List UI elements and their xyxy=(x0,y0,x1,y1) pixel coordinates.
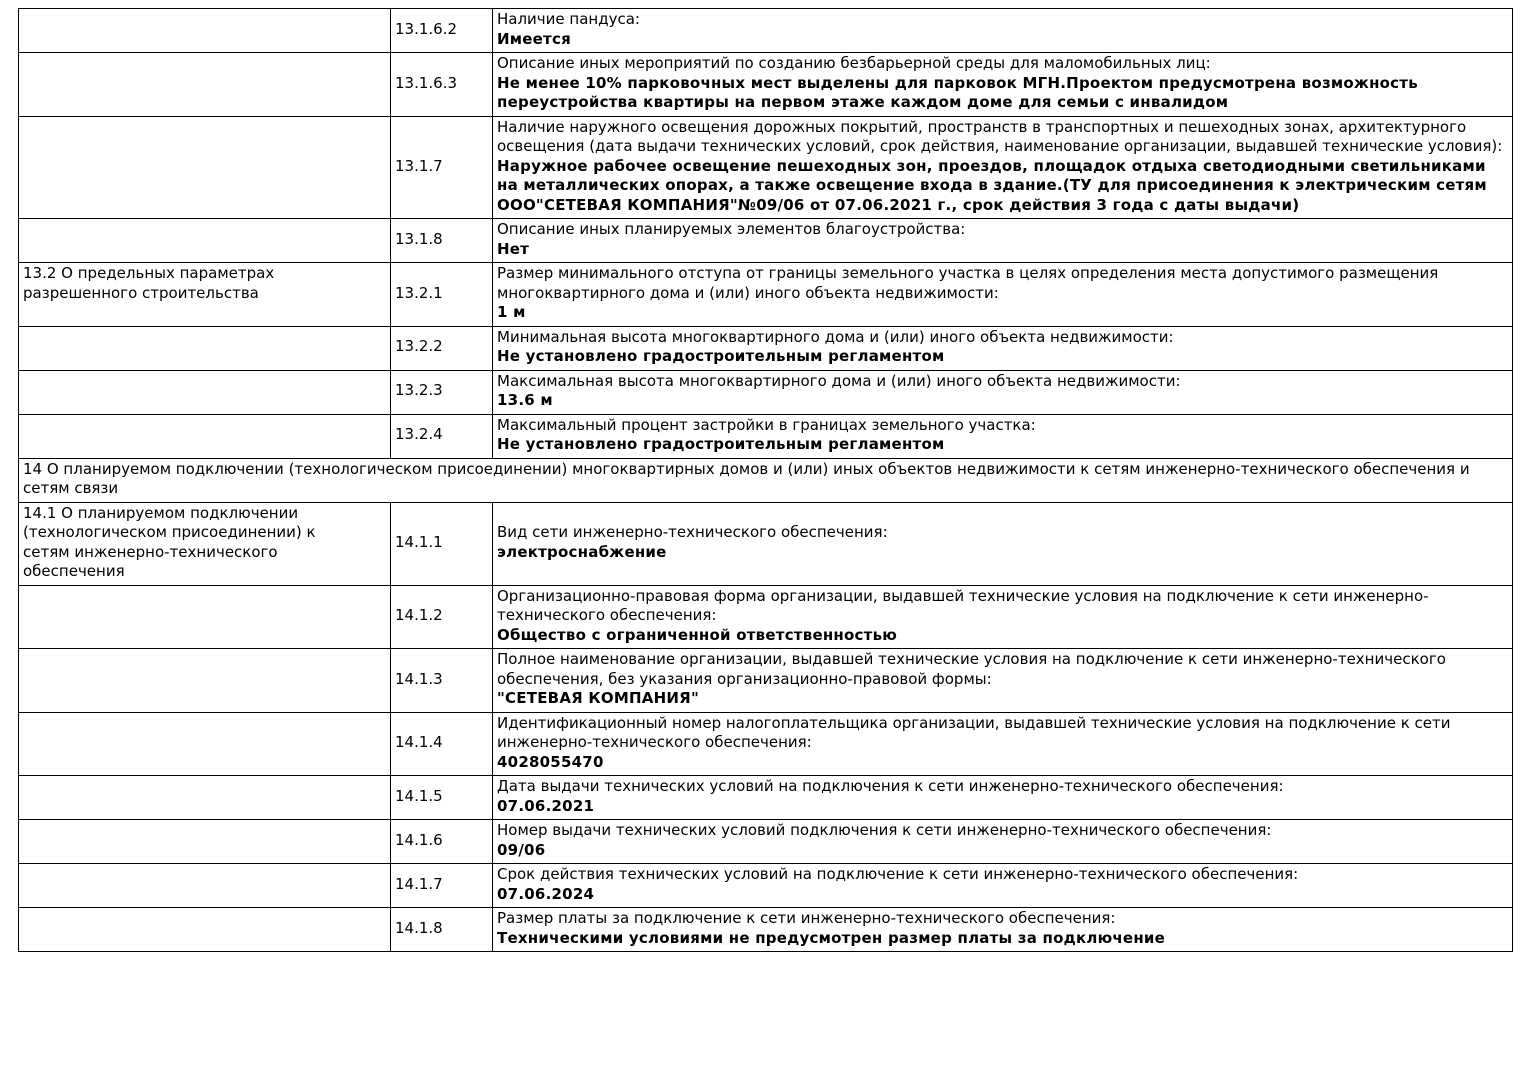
content-cell xyxy=(493,219,1513,263)
content-cell xyxy=(493,649,1513,713)
section-cell xyxy=(19,776,391,820)
content-cell xyxy=(493,9,1513,53)
field-label: Дата выдачи технических условий на подключения к сети инженерно-технического обеспечения: xyxy=(497,777,1284,795)
field-value: 13.6 м xyxy=(497,391,553,409)
section-cell xyxy=(19,53,391,117)
declaration-table xyxy=(18,8,1513,952)
section-header-cell: 14 О планируемом подключении (технологическом присоединении) многоквартирных домов и (или) иных объектов недвижимости к сетям инженерно-технического обеспечения и сетям связи xyxy=(19,458,1513,502)
field-value: Не установлено градостроительным регламентом xyxy=(497,435,945,453)
section-cell xyxy=(19,585,391,649)
table-row xyxy=(19,414,1513,458)
section-cell xyxy=(19,326,391,370)
field-value: 1 м xyxy=(497,303,526,321)
field-label: Описание иных мероприятий по созданию безбарьерной среды для маломобильных лиц: xyxy=(497,54,1211,72)
field-value: "СЕТЕВАЯ КОМПАНИЯ" xyxy=(497,689,699,707)
item-number-cell: 14.1.6 xyxy=(391,820,493,864)
content-cell xyxy=(493,502,1513,585)
content-cell xyxy=(493,370,1513,414)
section-header-row xyxy=(19,458,1513,502)
field-value: Наружное рабочее освещение пешеходных зон, проездов, площадок отдыха светодиодными светильниками на металлических опорах, а также освещение входа в здание.(ТУ для присоединения к электрическим сетям ООО"СЕТЕВАЯ КОМПАНИЯ"№09/06 от 07.06.2021 г., срок действия 3 года с даты выдачи) xyxy=(497,156,1487,214)
table-row xyxy=(19,864,1513,908)
content-cell xyxy=(493,53,1513,117)
table-body xyxy=(19,9,1513,952)
table-row xyxy=(19,820,1513,864)
field-label: Полное наименование организации, выдавшей технические условия на подключение к сети инженерно-технического обеспечения, без указания организационно-правовой формы: xyxy=(497,650,1446,688)
item-number-cell: 13.1.6.3 xyxy=(391,53,493,117)
field-value: 09/06 xyxy=(497,840,546,859)
content-cell xyxy=(493,326,1513,370)
field-label: Минимальная высота многоквартирного дома и (или) иного объекта недвижимости: xyxy=(497,327,1174,346)
section-cell xyxy=(19,370,391,414)
table-row xyxy=(19,326,1513,370)
item-number-cell: 14.1.2 xyxy=(391,585,493,649)
content-cell xyxy=(493,263,1513,327)
content-cell xyxy=(493,776,1513,820)
item-number-cell: 14.1.1 xyxy=(391,502,493,585)
item-number-cell: 13.1.6.2 xyxy=(391,9,493,53)
item-number-cell: 13.1.8 xyxy=(391,219,493,263)
item-number-cell: 13.2.2 xyxy=(391,326,493,370)
section-cell xyxy=(19,263,391,327)
field-label: Описание иных планируемых элементов благоустройства: xyxy=(497,220,966,238)
table-row xyxy=(19,219,1513,263)
item-number-cell: 13.1.7 xyxy=(391,116,493,219)
section-cell xyxy=(19,414,391,458)
section-cell xyxy=(19,864,391,908)
field-label: Наличие наружного освещения дорожных покрытий, пространств в транспортных и пешеходных зонах, архитектурного освещения (дата выдачи технических условий, срок действия, наименование организации, выдавшей технические условия): xyxy=(497,117,1503,155)
field-label: Номер выдачи технических условий подключения к сети инженерно-технического обеспечения: xyxy=(497,821,1272,839)
field-value: Общество с ограниченной ответственностью xyxy=(497,625,898,644)
item-number-cell: 13.2.1 xyxy=(391,263,493,327)
section-label: 13.2 О предельных параметрах разрешенного строительства xyxy=(23,264,275,302)
table-row xyxy=(19,585,1513,649)
section-cell xyxy=(19,502,391,585)
item-number-cell: 14.1.4 xyxy=(391,712,493,776)
section-cell xyxy=(19,9,391,53)
section-label: 14.1 О планируемом подключении (технологическом присоединении) к сетям инженерно-технического обеспечения xyxy=(23,503,316,580)
item-number-cell: 14.1.7 xyxy=(391,864,493,908)
item-number-cell: 14.1.8 xyxy=(391,908,493,952)
item-number-cell: 13.2.4 xyxy=(391,414,493,458)
field-value: 4028055470 xyxy=(497,752,604,771)
field-label: Наличие пандуса: xyxy=(497,10,640,28)
field-value: Имеется xyxy=(497,29,571,48)
section-cell xyxy=(19,712,391,776)
table-row xyxy=(19,502,1513,585)
item-number-cell: 14.1.5 xyxy=(391,776,493,820)
section-cell xyxy=(19,116,391,219)
field-value: Техническими условиями не предусмотрен размер платы за подключение xyxy=(497,928,1166,947)
field-value: 07.06.2021 xyxy=(497,796,595,815)
content-cell xyxy=(493,414,1513,458)
table-row xyxy=(19,370,1513,414)
content-cell xyxy=(493,908,1513,952)
item-number-cell: 14.1.3 xyxy=(391,649,493,713)
table-row xyxy=(19,9,1513,53)
field-label: Максимальная высота многоквартирного дома и (или) иного объекта недвижимости: xyxy=(497,371,1181,390)
section-cell xyxy=(19,219,391,263)
field-value: Не установлено градостроительным регламентом xyxy=(497,347,945,365)
table-row xyxy=(19,712,1513,776)
table-row xyxy=(19,116,1513,219)
field-value: Нет xyxy=(497,239,530,258)
field-label: Вид сети инженерно-технического обеспечения: xyxy=(497,523,888,541)
field-value: 07.06.2024 xyxy=(497,884,595,903)
table-row xyxy=(19,776,1513,820)
field-value: электроснабжение xyxy=(497,542,667,561)
item-number-cell: 13.2.3 xyxy=(391,370,493,414)
table-row xyxy=(19,649,1513,713)
content-cell xyxy=(493,820,1513,864)
content-cell xyxy=(493,116,1513,219)
table-row xyxy=(19,263,1513,327)
field-label: Максимальный процент застройки в границах земельного участка: xyxy=(497,415,1036,434)
content-cell xyxy=(493,585,1513,649)
table-row xyxy=(19,53,1513,117)
field-label: Организационно-правовая форма организации, выдавшей технические условия на подключение к сети инженерно-технического обеспечения: xyxy=(497,586,1429,624)
table-row xyxy=(19,908,1513,952)
section-cell xyxy=(19,820,391,864)
content-cell xyxy=(493,864,1513,908)
field-label: Размер минимального отступа от границы земельного участка в целях определения места допустимого размещения многоквартирного дома и (или) иного объекта недвижимости: xyxy=(497,264,1439,302)
field-label: Размер платы за подключение к сети инженерно-технического обеспечения: xyxy=(497,909,1116,927)
section-cell xyxy=(19,908,391,952)
field-label: Идентификационный номер налогоплательщика организации, выдавшей технические условия на подключение к сети инженерно-технического обеспечения: xyxy=(497,713,1451,751)
content-cell xyxy=(493,712,1513,776)
field-value: Не менее 10% парковочных мест выделены для парковок МГН.Проектом предусмотрена возможность переустройства квартиры на первом этаже каждом доме для семьи с инвалидом xyxy=(497,73,1418,111)
section-cell xyxy=(19,649,391,713)
field-label: Срок действия технических условий на подключение к сети инженерно-технического обеспечения: xyxy=(497,865,1299,883)
